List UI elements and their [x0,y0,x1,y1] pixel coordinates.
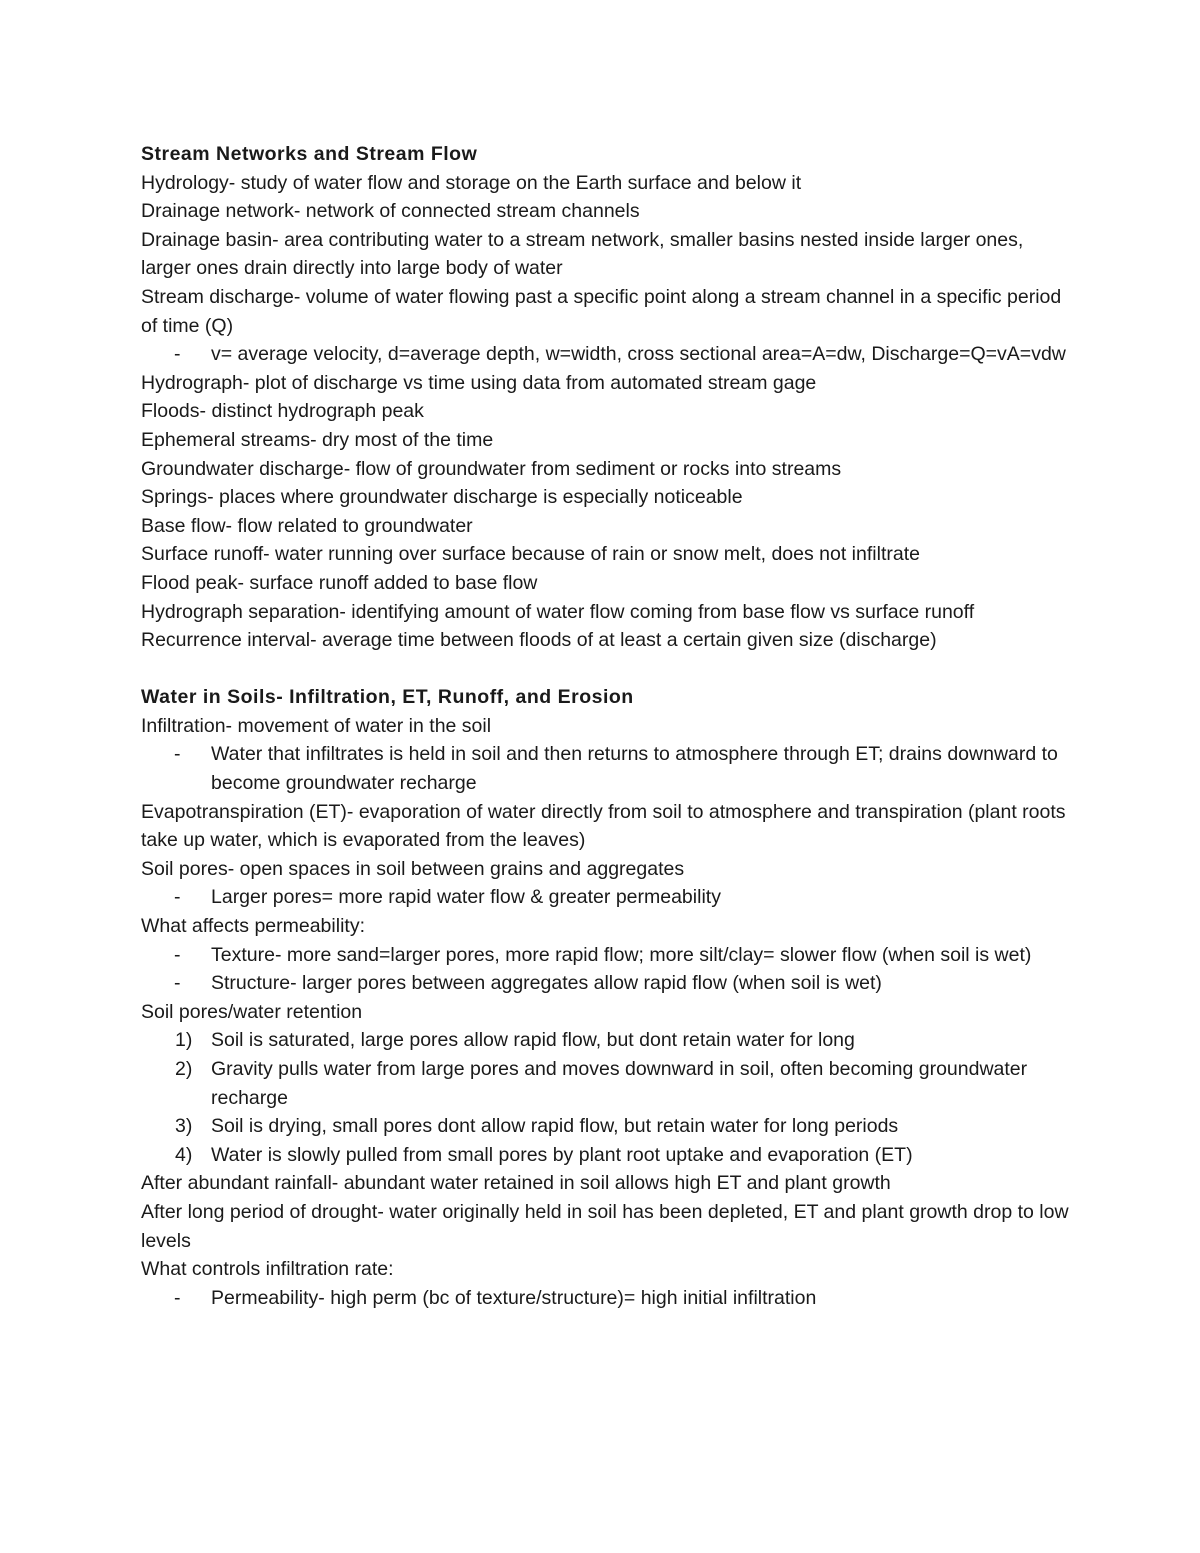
numbered-item [141,1055,1071,1112]
item-text: Gravity pulls water from large pores and moves downward in soil, often becoming groundwater recharge [211,1058,1028,1109]
bullet-item [141,340,1071,369]
bullet-marker: - [174,1286,181,1309]
bullet-item [141,1284,1071,1313]
text-line: Groundwater discharge- flow of groundwater from sediment or rocks into streams [141,457,842,480]
bullet-text: Texture- more sand=larger pores, more rapid flow; more silt/clay= slower flow (when soil is wet) [211,943,1032,966]
text-line: Hydrograph separation- identifying amount of water flow coming from base flow vs surface runoff [141,600,975,623]
bullet-item [141,969,1071,998]
item-number: 2) [175,1058,193,1080]
text-line: Drainage network- network of connected stream channels [141,200,640,223]
text-line: What controls infiltration rate: [141,1258,394,1281]
text-line: Drainage basin- area contributing water to a stream network, smaller basins nested inside larger ones, larger ones drain directly into large body of water [141,228,1024,280]
document-page [141,140,1071,1312]
item-number: 3) [175,1115,193,1138]
text-line: Infiltration- movement of water in the soil [141,714,492,737]
bullet-marker: - [174,943,181,966]
bullet-text: v= average velocity, d=average depth, w=width, cross sectional area=A=dw, Discharge=Q=vA=vdw [211,343,1066,366]
bullet-item [141,740,1071,797]
text-line: Stream discharge- volume of water flowing past a specific point along a stream channel in a specific period of time (Q) [141,285,1062,337]
bullet-marker: - [174,972,181,995]
item-number: 4) [175,1143,193,1166]
item-text: Soil is drying, small pores dont allow rapid flow, but retain water for long periods [211,1115,899,1138]
bullet-marker: - [174,886,181,909]
bullet-text: Permeability- high perm (bc of texture/structure)= high initial infiltration [211,1286,817,1309]
item-text: Water is slowly pulled from small pores by plant root uptake and evaporation (ET) [211,1143,913,1166]
text-line: Ephemeral streams- dry most of the time [141,428,494,451]
text-line: Floods- distinct hydrograph peak [141,400,424,423]
bullet-item [141,883,1071,912]
blank-line [141,655,1071,684]
text-line: Soil pores/water retention [141,1000,363,1023]
section-heading-stream-networks: Stream Networks and Stream Flow [141,143,478,165]
text-line: After long period of drought- water originally held in soil has been depleted, ET and plant growth drop to low levels [141,1200,1069,1252]
text-line: Recurrence interval- average time between floods of at least a certain given size (discharge) [141,629,937,652]
bullet-text: Larger pores= more rapid water flow & greater permeability [211,886,721,909]
text-line: Base flow- flow related to groundwater [141,514,473,537]
text-line: Springs- places where groundwater discharge is especially noticeable [141,486,743,509]
numbered-item [141,1141,1071,1170]
bullet-marker: - [174,343,181,366]
text-line: Hydrology- study of water flow and storage on the Earth surface and below it [141,171,802,194]
text-line: What affects permeability: [141,915,365,938]
bullet-item [141,941,1071,970]
text-line: Flood peak- surface runoff added to base flow [141,571,538,594]
text-line: Hydrograph- plot of discharge vs time using data from automated stream gage [141,371,817,394]
bullet-text: Water that infiltrates is held in soil and then returns to atmosphere through ET; drains downward to become groundwater recharge [211,743,1058,795]
text-line: Surface runoff- water running over surface because of rain or snow melt, does not infiltrate [141,543,920,566]
bullet-text: Structure- larger pores between aggregates allow rapid flow (when soil is wet) [211,972,882,995]
numbered-item [141,1112,1071,1141]
text-line: Evapotranspiration (ET)- evaporation of water directly from soil to atmosphere and transpiration (plant roots take up water, which is evaporated from the leaves) [141,800,1066,852]
text-line: Soil pores- open spaces in soil between grains and aggregates [141,857,685,880]
numbered-item [141,1026,1071,1055]
section-heading-water-in-soils: Water in Soils- Infiltration, ET, Runoff, and Erosion [141,686,634,709]
item-number: 1) [175,1029,193,1052]
text-line: After abundant rainfall- abundant water retained in soil allows high ET and plant growth [141,1172,891,1195]
bullet-marker: - [174,743,181,766]
item-text: Soil is saturated, large pores allow rapid flow, but dont retain water for long [211,1029,855,1052]
